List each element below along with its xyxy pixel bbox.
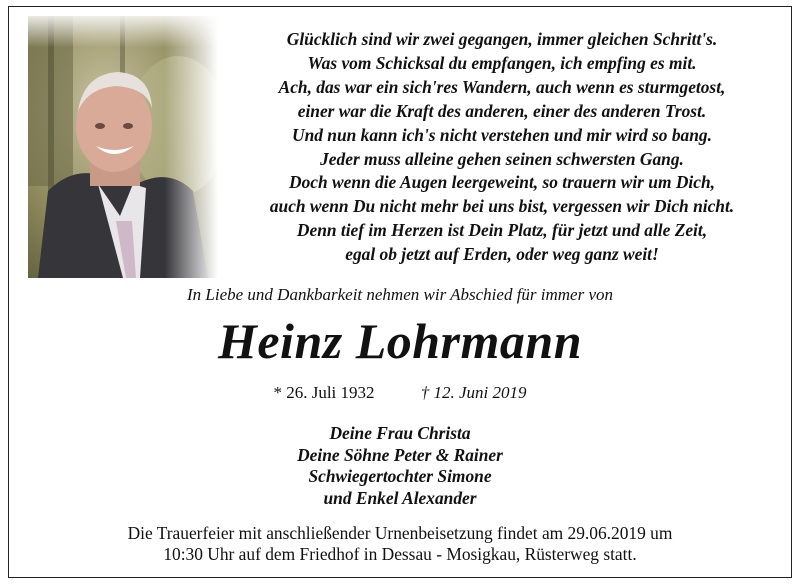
poem-line: auch wenn Du nicht mehr bei uns bist, vergessen wir Dich nicht. [269, 196, 735, 217]
poem-line: Denn tief im Herzen ist Dein Platz, für jetzt und alle Zeit, [296, 220, 708, 241]
deceased-name: Heinz Lohrmann [217, 313, 583, 369]
notice-line: Die Trauerfeier mit anschließender Urnenbeisetzung findet am 29.06.2019 um [127, 523, 673, 543]
poem-line: Jeder muss alleine gehen seinen schwersten Gang. [320, 148, 684, 169]
death-date: † 12. Juni 2019 [420, 383, 527, 402]
life-dates [0, 383, 800, 403]
notice-line: 10:30 Uhr auf dem Friedhof in Dessau - Mosigkau, Rüsterweg statt. [163, 544, 637, 564]
family-line: und Enkel Alexander [323, 487, 477, 508]
poem-line: Was vom Schicksal du empfangen, ich empfing es mit. [307, 52, 697, 73]
farewell-intro: In Liebe und Dankbarkeit nehmen wir Abschied für immer von [186, 285, 614, 304]
funeral-notice [0, 523, 800, 565]
poem-line: Glücklich sind wir zwei gegangen, immer gleichen Schritt's. [286, 29, 718, 49]
poem-line: egal ob jetzt auf Erden, oder weg ganz weit! [345, 244, 659, 265]
poem-line: Und nun kann ich's nicht verstehen und mir wird so bang. [292, 124, 712, 145]
family-signatures [0, 423, 800, 509]
poem-line: einer war die Kraft des anderen, einer des anderen Trost. [297, 100, 707, 121]
family-line: Deine Söhne Peter & Rainer [297, 444, 503, 465]
portrait-photo [28, 16, 218, 278]
birth-date: * 26. Juli 1932 [273, 383, 375, 402]
family-line: Schwiegertochter Simone [308, 466, 492, 487]
family-line: Deine Frau Christa [329, 423, 471, 443]
poem [218, 28, 786, 267]
poem-line: Ach, das war ein sich'res Wandern, auch wenn es sturmgetost, [278, 76, 726, 97]
poem-line: Doch wenn die Augen leergeweint, so trauern wir um Dich, [289, 172, 715, 193]
